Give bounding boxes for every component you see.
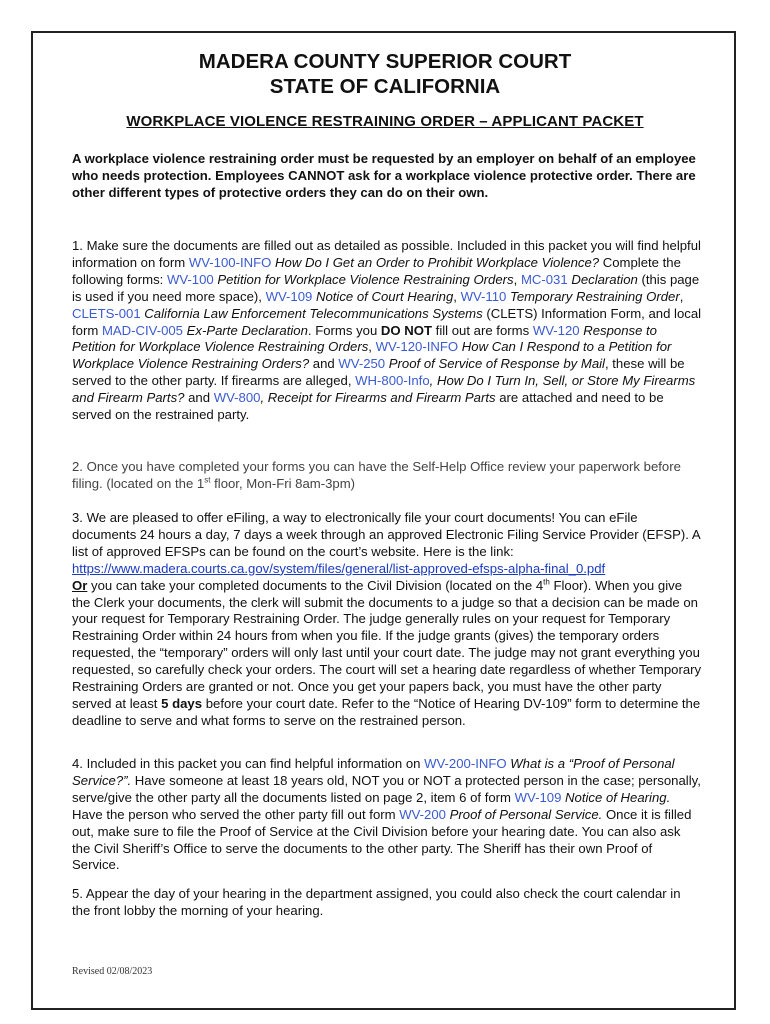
form-link-wv-200-info[interactable]: WV-200-INFO [424,756,507,771]
instruction-1: 1. Make sure the documents are filled out as detailed as possible. Included in this packet you will find helpful information on form WV-100-INFO How Do I Get an Order to Prohibit Workplace Violence? Complete the following forms: WV-100 Petition for Workplace Violence Restraining Orders, MC-031 Declaration (this page is used if you need more space), WV-109 Notice of Court Hearing, WV-110 Temporary Restraining Order, CLETS-001 California Law Enforcement Telecommunications Systems (CLETS) Information Form, and local form MAD-CIV-005 Ex-Parte Declaration. Forms you DO NOT fill out are forms WV-120 Response to Petition for Workplace Violence Restraining Orders, WV-120-INFO How Can I Respond to a Petition for Workplace Violence Restraining Orders? and WV-250 Proof of Service of Response by Mail, these will be served to the other party. If firearms are alleged, WH-800-Info, How Do I Turn In, Sell, or Store My Firearms and Firearm Parts? and WV-800, Receipt for Firearms and Firearm Parts are attached and need to be served on the restrained party. [72,238,702,423]
form-link-wv-109[interactable]: WV-109 [265,288,313,304]
instruction-5: 5. Appear the day of your hearing in the department assigned, you could also check the court calendar in the front lobby the morning of your hearing. [72,886,681,918]
instruction-4: 4. Included in this packet you can find helpful information on WV-200-INFO What is a “Proof of Personal Service?”. Have someone at least 18 years old, NOT you or NOT a protected person in the case; personally, serve/give the other party all the documents listed on page 2, item 6 of form WV-109 Notice of Hearing. Have the person who served the other party fill out form WV-200 Proof of Personal Service. Once it is filled out, make sure to file the Proof of Service at the Civil Division before your hearing date. You can also ask the Civil Sheriff’s Office to serve the documents to the other party. The Sheriff has their own Proof of Service. [72,756,701,873]
form-link-wv-109-b[interactable]: WV-109 [514,789,562,805]
form-link-mc-031[interactable]: MC-031 [520,271,568,287]
intro-paragraph: A workplace violence restraining order must be requested by an employer on behalf of an employee who needs protection. Employees CANNOT ask for a workplace violence protective order. There are other different types of protective orders they can do on their own. [72,151,696,200]
packet-title: WORKPLACE VIOLENCE RESTRAINING ORDER – APPLICANT PACKET [126,113,644,130]
instruction-3: 3. We are pleased to offer eFiling, a way to electronically file your court documents! You can eFile documents 24 hours a day, 7 days a week through an approved Electronic Filing Service Provider (EFSP). A list of approved EFSPs can be found on the court’s website. Here is the link: https://www.madera.courts.ca.gov/system/files/general/list-approved-efsps-alpha-final_0.pdf Or you can take your completed documents to the Civil Division (located on the 4th Floor). When you give the Clerk your documents, the clerk will submit the documents to a judge so that a decision can be made on your request for Temporary Restraining Order. The judge generally rules on your request for Temporary Restraining Order within 24 hours from when you file. If the judge grants (gives) the temporary orders requested, the “temporary” orders will only last until your court date. The judge may not grant everything you requested, so carefully check your orders. The court will set a hearing date regardless of whether Temporary Restraining Orders are granted or not. Once you get your papers back, you must have the other party served at least 5 days before your court date. Refer to the “Notice of Hearing DV-109” form to determine the deadline to serve and what forms to serve on the restrained person. [72,510,702,728]
form-link-wv-110[interactable]: WV-110 [460,288,507,304]
form-link-wv-250[interactable]: WV-250 [338,356,386,372]
form-link-wv-100-info[interactable]: WV-100-INFO [188,254,272,270]
form-link-wv-200[interactable]: WV-200 [399,806,446,822]
instruction-2: 2. Once you have completed your forms you can have the Self-Help Office review your paperwork before filing. (located on the 1st floor, Mon-Fri 8am-3pm) [72,459,681,491]
form-link-wv-120[interactable]: WV-120 [532,322,580,338]
form-link-wv-800[interactable]: WV-800 [213,390,261,406]
efsp-list-link[interactable]: https://www.madera.courts.ca.gov/system/files/general/list-approved-efsps-alpha-final_0.pdf [72,560,606,576]
court-name: MADERA COUNTY SUPERIOR COURT [198,50,572,73]
state-name: STATE OF CALIFORNIA [269,75,501,98]
revision-date: Revised 02/08/2023 [72,966,153,977]
form-link-wh-800-info[interactable]: WH-800-Info [355,373,430,389]
form-link-wv-100[interactable]: WV-100 [166,271,214,287]
form-link-clets-001[interactable]: CLETS-001 [72,305,141,321]
form-link-mad-civ-005[interactable]: MAD-CIV-005 [101,322,183,338]
form-link-wv-120-info[interactable]: WV-120-INFO [375,339,459,355]
